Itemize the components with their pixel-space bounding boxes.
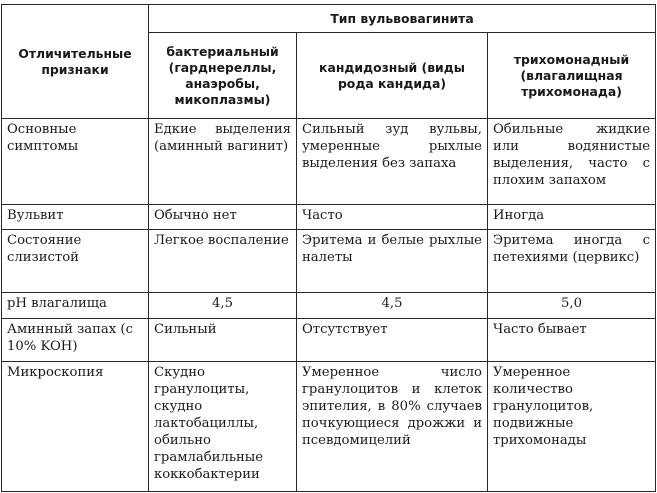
- row-label: Вульвит: [2, 205, 149, 230]
- vulvovaginitis-comparison-table: [1, 4, 656, 492]
- table-cell: Обычно нет: [149, 205, 297, 230]
- table-cell: Часто: [297, 205, 488, 230]
- table-row: [2, 205, 656, 230]
- table-row: [2, 293, 656, 319]
- group-header-cell: Тип вульвовагинита: [149, 5, 656, 33]
- table-cell: 4,5: [149, 293, 297, 319]
- table-cell: Эритема и белые рыхлые налеты: [297, 230, 488, 293]
- table-row: [2, 230, 656, 293]
- table-cell: Едкие выделения (аминный вагинит): [149, 119, 297, 205]
- type-header-candida: кандидозный (виды рода кандида): [297, 33, 488, 119]
- table-cell: Умеренное число гранулоцитов и клеток эпителия, в 80% случаев почкующиеся дрожжи и псевдомицелий: [297, 362, 488, 492]
- header-row: [2, 5, 656, 33]
- table-cell: 4,5: [297, 293, 488, 319]
- type-header-bacterial: бактериальный (гарднереллы, анаэробы, микоплазмы): [149, 33, 297, 119]
- table-row: [2, 319, 656, 362]
- table-cell: Иногда: [488, 205, 656, 230]
- row-label: Состояние слизистой: [2, 230, 149, 293]
- table-cell: Умеренное количество гранулоцитов, подвижные трихомонады: [488, 362, 656, 492]
- table-cell: Легкое воспаление: [149, 230, 297, 293]
- row-label: pH влагалища: [2, 293, 149, 319]
- table-cell: Эритема иногда с петехиями (цервикс): [488, 230, 656, 293]
- row-label: Основные симптомы: [2, 119, 149, 205]
- row-label: Микроскопия: [2, 362, 149, 492]
- table-cell: Сильный зуд вульвы, умеренные рыхлые выделения без запаха: [297, 119, 488, 205]
- type-header-trichomonas: трихомонадный (влагалищная трихомонада): [488, 33, 656, 119]
- table-cell: Часто бывает: [488, 319, 656, 362]
- table-row: [2, 362, 656, 492]
- table-row: [2, 119, 656, 205]
- table-cell: Скудно гранулоциты, скудно лактобациллы, обильно грамлабильные коккобактерии: [149, 362, 297, 492]
- table-cell: Обильные жидкие или водянистые выделения, часто с плохим запахом: [488, 119, 656, 205]
- table-cell: 5,0: [488, 293, 656, 319]
- row-label: Аминный запах (с 10% KOH): [2, 319, 149, 362]
- table-cell: Сильный: [149, 319, 297, 362]
- table-cell: Отсутствует: [297, 319, 488, 362]
- feature-header-cell: Отличительные признаки: [2, 5, 149, 119]
